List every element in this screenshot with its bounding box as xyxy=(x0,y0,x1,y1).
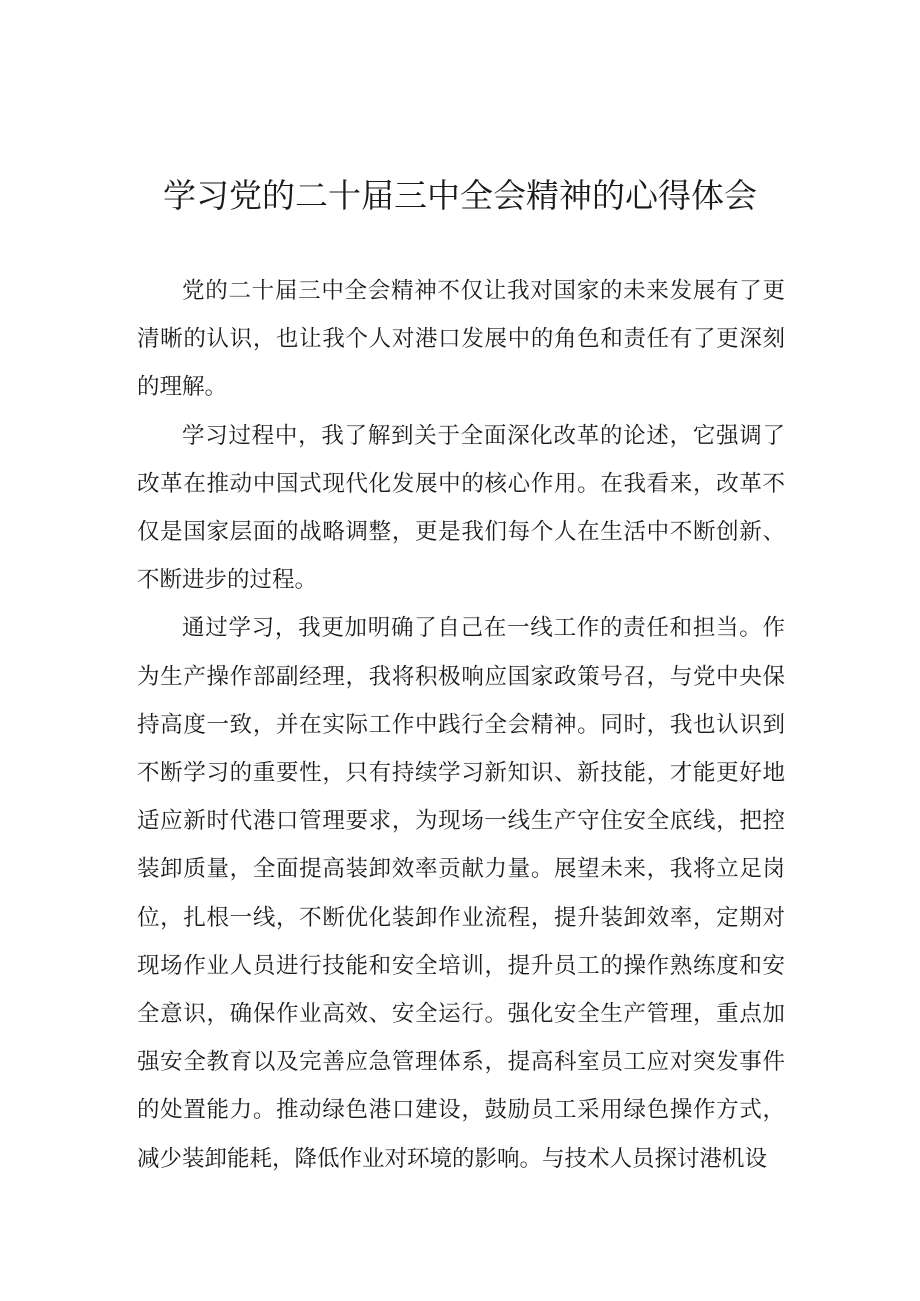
paragraph-3: 通过学习，我更加明确了自己在一线工作的责任和担当。作为生产操作部副经理，我将积极响应国家政策号召，与党中央保持高度一致，并在实际工作中践行全会精神。同时，我也认识到不断学习的重要性，只有持续学习新知识、新技能，才能更好地适应新时代港口管理要求，为现场一线生产守住安全底线，把控装卸质量，全面提高装卸效率贡献力量。展望未来，我将立足岗位，扎根一线，不断优化装卸作业流程，提升装卸效率，定期对现场作业人员进行技能和安全培训，提升员工的操作熟练度和安全意识，确保作业高效、安全运行。强化安全生产管理，重点加强安全教育以及完善应急管理体系，提高科室员工应对突发事件的处置能力。推动绿色港口建设，鼓励员工采用绿色操作方式，减少装卸能耗，降低作业对环境的影响。与技术人员探讨港机设 xyxy=(137,615,785,1172)
paragraph-1: 党的二十届三中全会精神不仅让我对国家的未来发展有了更清晰的认识，也让我个人对港口发展中的角色和责任有了更深刻的理解。 xyxy=(137,278,785,401)
paragraph-2: 学习过程中，我了解到关于全面深化改革的论述，它强调了改革在推动中国式现代化发展中的核心作用。在我看来，改革不仅是国家层面的战略调整，更是我们每个人在生活中不断创新、不断进步的过程。 xyxy=(137,422,785,594)
document-title: 学习党的二十届三中全会精神的心得体会 xyxy=(163,176,757,215)
document-body xyxy=(137,267,785,1183)
